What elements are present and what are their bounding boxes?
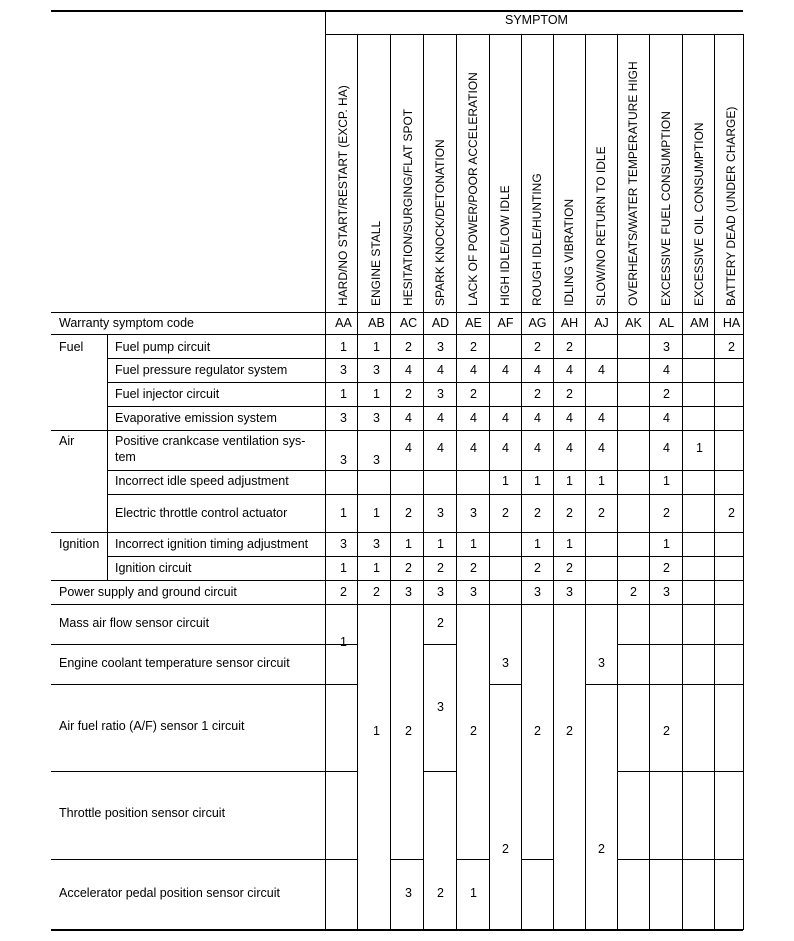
cell-value: 4: [663, 363, 670, 377]
cell-value: 2: [630, 585, 637, 599]
symptom-header: BATTERY DEAD (UNDER CHARGE): [724, 106, 738, 306]
cell-value: 1: [340, 506, 347, 520]
column-border: [743, 34, 744, 930]
cell-value: 1: [437, 537, 444, 551]
cell-value: 4: [502, 411, 509, 425]
cell-value: 3: [373, 363, 380, 377]
column-border: [390, 604, 391, 930]
cell-value: 3: [470, 506, 477, 520]
symptom-header: ENGINE STALL: [369, 220, 383, 306]
cell-value: 4: [566, 411, 573, 425]
row-border: [617, 644, 743, 645]
cell-value: 3: [405, 585, 412, 599]
cell-value: 1: [534, 537, 541, 551]
warranty-code: HA: [722, 316, 741, 330]
column-border: [617, 604, 618, 930]
cell-value: 2: [405, 506, 412, 520]
cell-value: 2: [566, 340, 573, 354]
cell-value: 1: [373, 561, 380, 575]
cell-value: 4: [437, 441, 444, 455]
cell-value: 2: [437, 616, 444, 630]
cell-value: 2: [373, 585, 380, 599]
warranty-code: AA: [335, 316, 352, 330]
row-border: [617, 684, 743, 685]
warranty-code: AL: [658, 316, 675, 330]
cell-value: 3: [373, 537, 380, 551]
row-border: [51, 580, 743, 581]
cell-value: 3: [340, 453, 347, 467]
row-border: [521, 859, 553, 860]
cell-value: 2: [598, 506, 605, 520]
cell-value: 2: [598, 842, 605, 856]
cell-value: 2: [663, 506, 670, 520]
cell-value: 2: [405, 387, 412, 401]
row-label: Electric throttle control actuator: [115, 506, 288, 520]
column-border: [553, 604, 554, 930]
cell-value: 2: [534, 724, 541, 738]
cell-value: 2: [340, 585, 347, 599]
row-border: [51, 604, 743, 605]
cell-value: 1: [340, 635, 347, 649]
cell-value: 2: [470, 724, 477, 738]
symptom-header: SPARK KNOCK/DETONATION: [433, 139, 447, 306]
cell-value: 3: [405, 886, 412, 900]
symptom-header: ROUGH IDLE/HUNTING: [530, 173, 544, 306]
group-fuel: Fuel: [59, 340, 84, 354]
warranty-code: AE: [465, 316, 482, 330]
warranty-code: AJ: [594, 316, 609, 330]
cell-value: 2: [566, 387, 573, 401]
cell-value: 2: [728, 340, 735, 354]
cell-value: 4: [663, 441, 670, 455]
group-ignition: Ignition: [59, 537, 100, 551]
cell-value: 4: [534, 411, 541, 425]
warranty-code-label: Warranty symptom code: [59, 316, 194, 330]
row-label: Air fuel ratio (A/F) sensor 1 circuit: [59, 719, 245, 733]
cell-value: 2: [663, 561, 670, 575]
cell-value: 2: [502, 506, 509, 520]
cell-value: 1: [663, 474, 670, 488]
warranty-code: AK: [625, 316, 642, 330]
symptom-header: OVERHEATS/WATER TEMPERATURE HIGH: [626, 61, 640, 306]
cell-value: 2: [534, 506, 541, 520]
row-border: [51, 334, 743, 335]
cell-value: 3: [340, 411, 347, 425]
column-border: [585, 604, 586, 930]
row-border: [649, 859, 682, 860]
warranty-code: AH: [560, 316, 579, 330]
row-label: Positive crankcase ventilation sys-: [115, 434, 306, 448]
cell-value: 1: [470, 537, 477, 551]
symptom-header: HIGH IDLE/LOW IDLE: [498, 185, 512, 306]
column-border: [714, 604, 715, 930]
cell-value: 4: [470, 363, 477, 377]
cell-value: 4: [566, 363, 573, 377]
cell-value: 3: [534, 585, 541, 599]
table-top-border: [51, 10, 743, 12]
row-label: Ignition circuit: [115, 561, 192, 575]
cell-value: 1: [470, 886, 477, 900]
column-border: [649, 34, 650, 604]
cell-value: 2: [470, 340, 477, 354]
cell-value: 3: [437, 585, 444, 599]
cell-value: 4: [534, 441, 541, 455]
cell-value: 4: [534, 363, 541, 377]
row-border: [51, 859, 357, 860]
cell-value: 3: [663, 585, 670, 599]
row-border: [107, 406, 743, 407]
row-border: [107, 470, 743, 471]
cell-value: 1: [598, 474, 605, 488]
cell-value: 1: [534, 474, 541, 488]
cell-value: 4: [502, 363, 509, 377]
row-border: [51, 684, 357, 685]
symptom-header: SLOW/NO RETURN TO IDLE: [594, 146, 608, 306]
row-label: Power supply and ground circuit: [59, 585, 237, 599]
row-border: [107, 556, 743, 557]
cell-value: 2: [566, 561, 573, 575]
row-border: [390, 859, 423, 860]
cell-value: 1: [373, 506, 380, 520]
column-border: [682, 604, 683, 930]
row-border: [423, 644, 456, 645]
row-border: [51, 771, 357, 772]
row-border: [617, 771, 743, 772]
warranty-code: AD: [431, 316, 450, 330]
row-label: Fuel injector circuit: [115, 387, 220, 401]
cell-value: 4: [437, 411, 444, 425]
column-border: [521, 604, 522, 930]
cell-value: 3: [373, 411, 380, 425]
symptom-header: HESITATION/SURGING/FLAT SPOT: [401, 108, 415, 306]
cell-value: 4: [663, 411, 670, 425]
cell-value: 1: [373, 340, 380, 354]
row-label: Fuel pump circuit: [115, 340, 211, 354]
cell-value: 4: [470, 411, 477, 425]
row-border: [423, 771, 456, 772]
row-label: Accelerator pedal position sensor circuit: [59, 886, 280, 900]
cell-value: 1: [340, 387, 347, 401]
cell-value: 3: [437, 506, 444, 520]
cell-value: 3: [437, 387, 444, 401]
cell-value: 1: [502, 474, 509, 488]
row-border: [456, 859, 489, 860]
cell-value: 4: [598, 441, 605, 455]
warranty-code: AC: [399, 316, 418, 330]
cell-value: 2: [405, 340, 412, 354]
warranty-code: AB: [368, 316, 385, 330]
row-label: Incorrect ignition timing adjustment: [115, 537, 309, 551]
warranty-code: AF: [497, 316, 514, 330]
row-label: Evaporative emission system: [115, 411, 277, 425]
cell-value: 2: [405, 561, 412, 575]
cell-value: 4: [598, 363, 605, 377]
row-label: Fuel pressure regulator system: [115, 363, 288, 377]
symptom-header: IDLING VIBRATION: [562, 198, 576, 306]
cell-value: 2: [437, 886, 444, 900]
cell-value: 1: [340, 340, 347, 354]
row-label: Incorrect idle speed adjustment: [115, 474, 289, 488]
cell-value: 2: [470, 561, 477, 575]
warranty-code: AG: [528, 316, 547, 330]
row-border: [51, 312, 743, 313]
cell-value: 3: [598, 656, 605, 670]
cell-value: 2: [566, 724, 573, 738]
cell-value: 3: [373, 453, 380, 467]
cell-value: 4: [598, 411, 605, 425]
symptom-title: SYMPTOM: [505, 13, 568, 27]
cell-value: 3: [340, 537, 347, 551]
column-border: [649, 604, 650, 930]
row-label: tem: [115, 450, 136, 464]
cell-value: 3: [470, 585, 477, 599]
cell-value: 2: [470, 387, 477, 401]
row-border: [107, 382, 743, 383]
cell-value: 4: [566, 441, 573, 455]
cell-value: 1: [566, 537, 573, 551]
cell-value: 3: [340, 363, 347, 377]
cell-value: 1: [696, 441, 703, 455]
symptom-header: EXCESSIVE OIL CONSUMPTION: [692, 122, 706, 306]
cell-value: 4: [470, 441, 477, 455]
row-border: [51, 644, 357, 645]
cell-value: 2: [502, 842, 509, 856]
cell-value: 1: [663, 537, 670, 551]
row-label: Mass air flow sensor circuit: [59, 616, 210, 630]
cell-value: 2: [437, 561, 444, 575]
row-label: Engine coolant temperature sensor circuit: [59, 656, 290, 670]
column-border: [423, 604, 424, 930]
cell-value: 1: [566, 474, 573, 488]
cell-value: 2: [663, 387, 670, 401]
cell-value: 4: [437, 363, 444, 377]
row-border: [585, 684, 617, 685]
column-border: [489, 604, 490, 930]
column-border: [357, 604, 358, 930]
column-border: [456, 604, 457, 930]
cell-value: 4: [405, 441, 412, 455]
cell-value: 1: [340, 561, 347, 575]
symptom-header: EXCESSIVE FUEL CONSUMPTION: [659, 111, 673, 306]
symptom-header: HARD/NO START/RESTART (EXCP. HA): [336, 85, 350, 306]
warranty-code: AM: [690, 316, 709, 330]
cell-value: 2: [405, 724, 412, 738]
row-border: [325, 34, 743, 35]
cell-value: 2: [566, 506, 573, 520]
cell-value: 3: [437, 340, 444, 354]
table-bottom-border: [51, 929, 743, 931]
row-border: [489, 684, 521, 685]
column-border: [682, 34, 683, 604]
symptom-header: LACK OF POWER/POOR ACCELERATION: [466, 72, 480, 306]
cell-value: 2: [728, 506, 735, 520]
cell-value: 2: [534, 340, 541, 354]
cell-value: 3: [566, 585, 573, 599]
cell-value: 1: [373, 724, 380, 738]
row-border: [51, 532, 743, 533]
column-border: [107, 334, 108, 580]
row-border: [51, 430, 743, 431]
row-label: Throttle position sensor circuit: [59, 806, 226, 820]
cell-value: 2: [534, 561, 541, 575]
group-air: Air: [59, 434, 75, 448]
row-border: [107, 358, 743, 359]
cell-value: 3: [502, 656, 509, 670]
cell-value: 2: [663, 724, 670, 738]
cell-value: 4: [405, 363, 412, 377]
row-border: [107, 494, 743, 495]
cell-value: 4: [502, 441, 509, 455]
cell-value: 2: [534, 387, 541, 401]
cell-value: 3: [663, 340, 670, 354]
column-border: [456, 34, 457, 604]
cell-value: 1: [405, 537, 412, 551]
cell-value: 3: [437, 700, 444, 714]
cell-value: 4: [405, 411, 412, 425]
cell-value: 1: [373, 387, 380, 401]
